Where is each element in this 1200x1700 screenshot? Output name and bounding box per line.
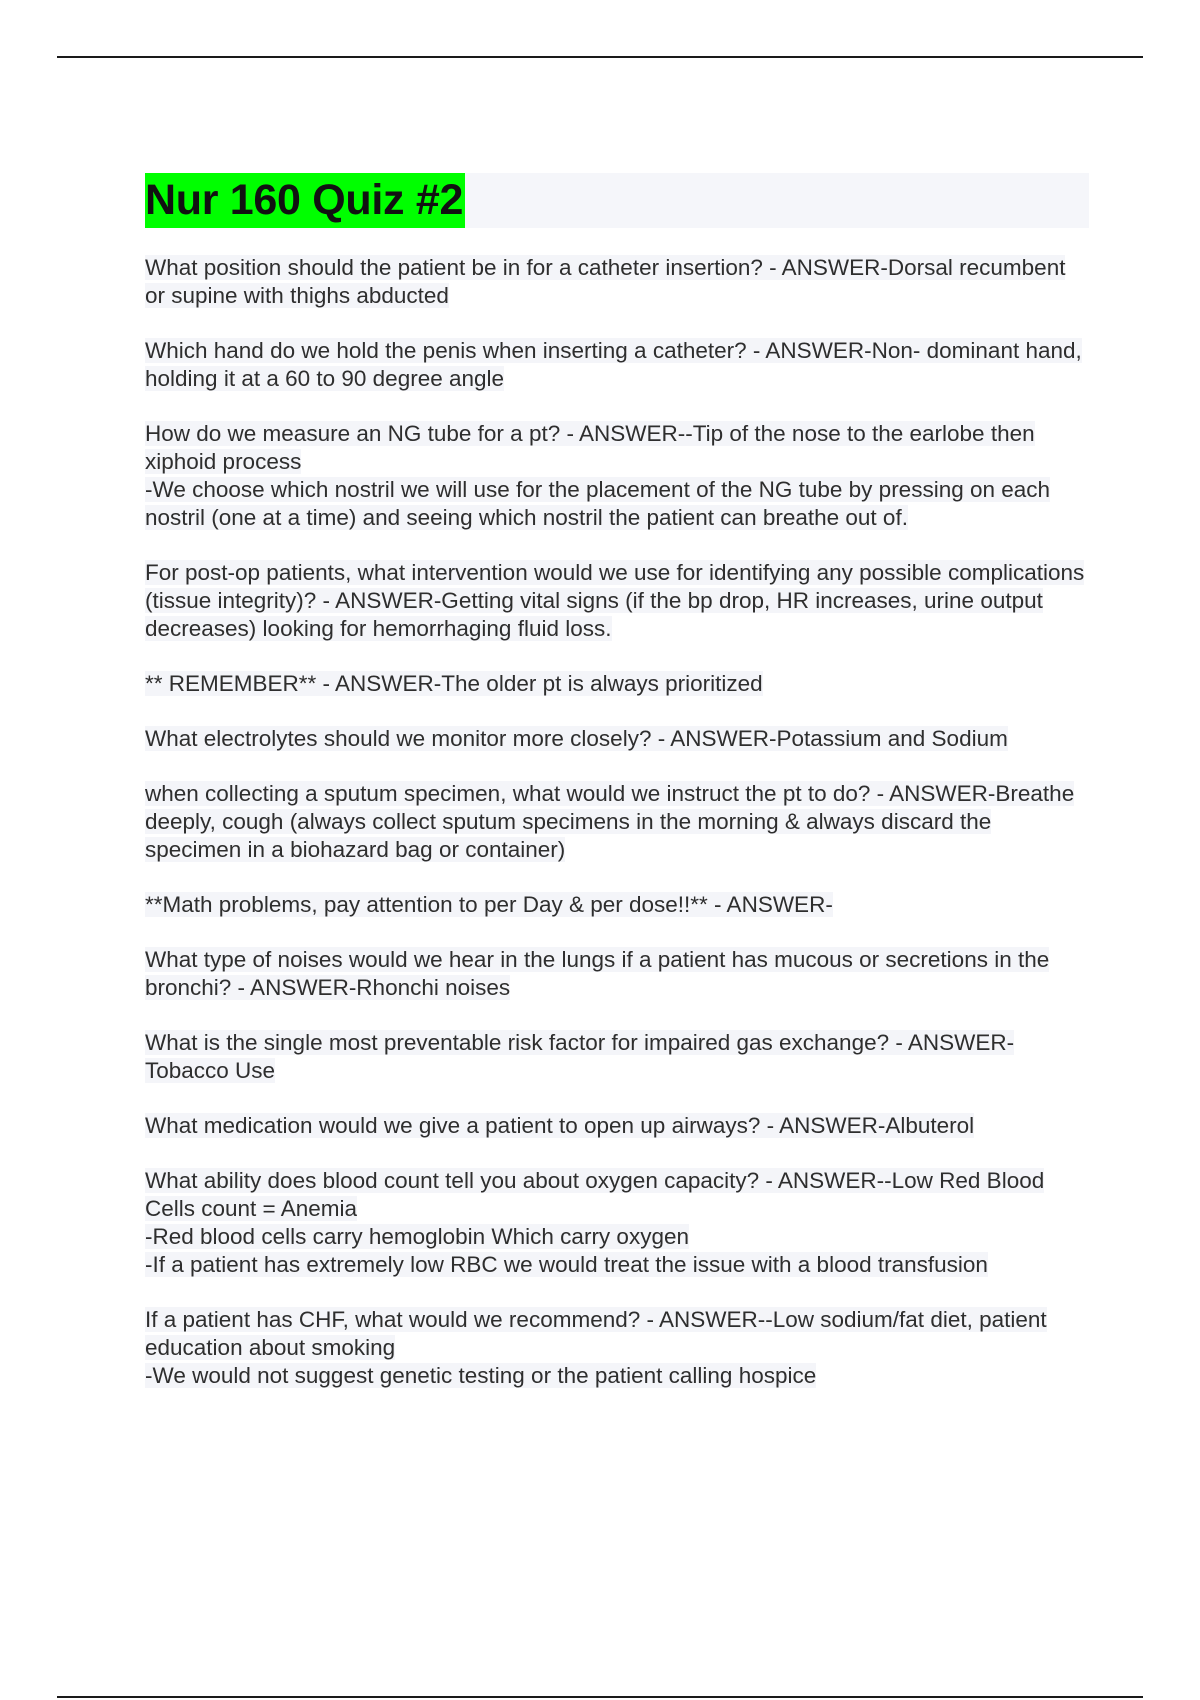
qa-list [145,254,1089,1390]
qa-item [145,1029,1089,1085]
qa-line [145,1112,1089,1140]
qa-line [145,1306,1089,1362]
qa-item [145,1306,1089,1390]
qa-text: -Red blood cells carry hemoglobin Which carry oxygen [145,1224,689,1249]
qa-item [145,1167,1089,1279]
qa-text: What is the single most preventable risk factor for impaired gas exchange? - ANSWER-Tobacco Use [145,1030,1015,1083]
qa-line [145,476,1089,532]
document-body [145,173,1089,1417]
footer-rule [57,1696,1143,1698]
qa-text: -If a patient has extremely low RBC we would treat the issue with a blood transfusion [145,1252,988,1277]
title-band [145,173,1089,228]
qa-text: What position should the patient be in for a catheter insertion? - ANSWER-Dorsal recumbent or supine with thighs abducted [145,255,1066,308]
qa-item [145,254,1089,310]
qa-line [145,337,1089,393]
qa-text: How do we measure an NG tube for a pt? - ANSWER--Tip of the nose to the earlobe then xiphoid process [145,421,1035,474]
qa-line [145,946,1089,1002]
qa-text: If a patient has CHF, what would we recommend? - ANSWER--Low sodium/fat diet, patient education about smoking [145,1307,1047,1360]
qa-item [145,1112,1089,1140]
qa-line [145,891,1089,919]
qa-item [145,891,1089,919]
qa-item [145,780,1089,864]
qa-line [145,780,1089,864]
qa-text: when collecting a sputum specimen, what would we instruct the pt to do? - ANSWER-Breathe deeply, cough (always collect sputum specimens in the morning & always discard the specimen in a biohazard bag or container) [145,781,1075,862]
qa-line [145,1167,1089,1223]
qa-text: ** REMEMBER** - ANSWER-The older pt is always prioritized [145,671,763,696]
qa-item [145,670,1089,698]
qa-text: What medication would we give a patient to open up airways? - ANSWER-Albuterol [145,1113,975,1138]
qa-item [145,559,1089,643]
qa-text: What electrolytes should we monitor more closely? - ANSWER-Potassium and Sodium [145,726,1008,751]
header-rule [57,56,1143,58]
qa-text: What ability does blood count tell you about oxygen capacity? - ANSWER--Low Red Blood Cells count = Anemia [145,1168,1045,1221]
qa-text: For post-op patients, what intervention would we use for identifying any possible complications (tissue integrity)? - ANSWER-Getting vital signs (if the bp drop, HR increases, urine output decreases) looking for hemorrhaging fluid loss. [145,560,1085,641]
qa-line [145,1223,1089,1251]
qa-item [145,946,1089,1002]
qa-line [145,1251,1089,1279]
document-title: Nur 160 Quiz #2 [145,173,465,228]
qa-line [145,1362,1089,1390]
qa-line [145,559,1089,643]
qa-line [145,670,1089,698]
qa-line [145,1029,1089,1085]
qa-item [145,725,1089,753]
qa-item [145,337,1089,393]
qa-line [145,725,1089,753]
qa-line [145,420,1089,476]
qa-text: -We choose which nostril we will use for the placement of the NG tube by pressing on each nostril (one at a time) and seeing which nostril the patient can breathe out of. [145,477,1051,530]
qa-text: What type of noises would we hear in the lungs if a patient has mucous or secretions in the bronchi? - ANSWER-Rhonchi noises [145,947,1050,1000]
qa-text: -We would not suggest genetic testing or the patient calling hospice [145,1363,817,1388]
qa-text: Which hand do we hold the penis when inserting a catheter? - ANSWER-Non- dominant hand, holding it at a 60 to 90 degree angle [145,338,1082,391]
qa-item [145,420,1089,532]
qa-text: **Math problems, pay attention to per Day & per dose!!** - ANSWER- [145,892,833,917]
qa-line [145,254,1089,310]
